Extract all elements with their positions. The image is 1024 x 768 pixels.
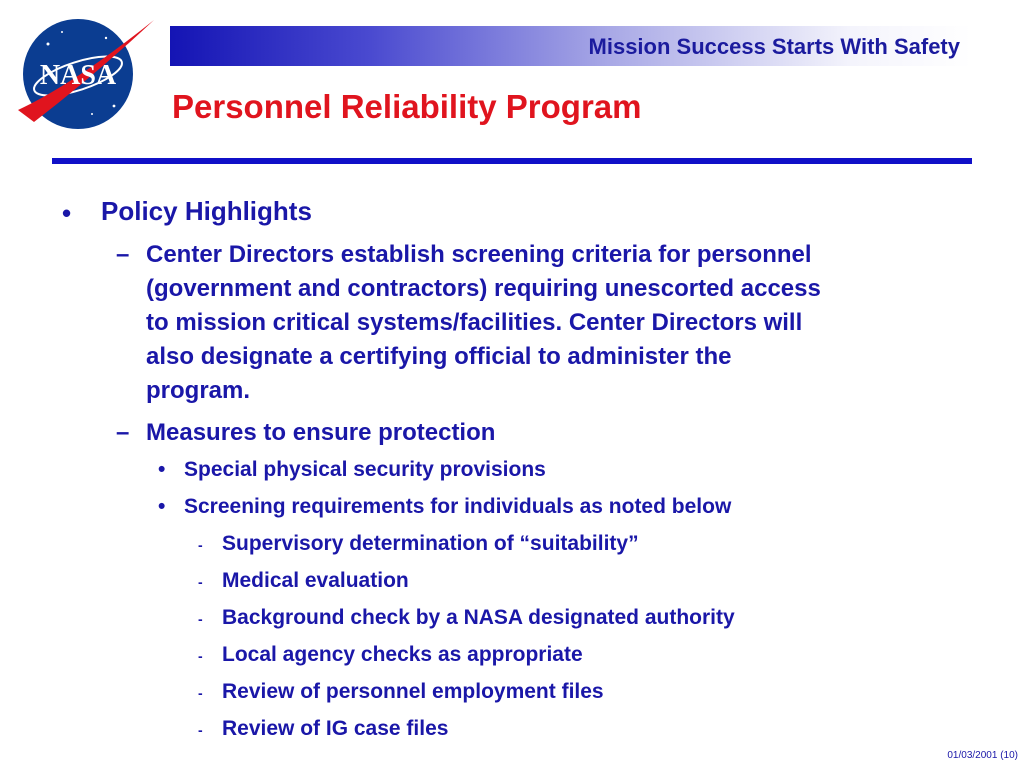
item-screening-criteria-line: also designate a certifying official to administer the	[146, 343, 732, 370]
heading-policy-highlights: Policy Highlights	[101, 196, 312, 226]
item-screening-criteria-line: to mission critical systems/facilities. Center Directors will	[146, 309, 803, 336]
hyphen-marker: -	[198, 537, 203, 553]
item-screening-criteria-line: Center Directors establish screening criteria for personnel	[146, 241, 812, 268]
hyphen-marker: -	[198, 685, 203, 701]
small-bullet: •	[158, 458, 166, 481]
bullet-dot: •	[62, 198, 72, 228]
dash-marker: –	[116, 241, 130, 268]
title-divider	[52, 158, 972, 164]
requirement-item: Background check by a NASA designated authority	[222, 606, 735, 629]
hyphen-marker: -	[198, 648, 203, 664]
subitem-physical-security: Special physical security provisions	[184, 458, 546, 481]
requirement-item: Review of IG case files	[222, 717, 449, 740]
requirement-item: Supervisory determination of “suitability”	[222, 532, 639, 555]
footer-date-page: 01/03/2001 (10)	[947, 750, 1018, 761]
hyphen-marker: -	[198, 722, 203, 738]
item-screening-criteria-line: program.	[146, 377, 251, 404]
slide-title: Personnel Reliability Program	[172, 88, 642, 125]
requirement-item: Medical evaluation	[222, 569, 409, 592]
item-measures: Measures to ensure protection	[146, 419, 496, 446]
requirement-item: Review of personnel employment files	[222, 680, 604, 703]
requirement-item: Local agency checks as appropriate	[222, 643, 583, 666]
subitem-screening-requirements: Screening requirements for individuals as noted below	[184, 495, 732, 518]
small-bullet: •	[158, 495, 166, 518]
dash-marker: –	[116, 419, 130, 446]
hyphen-marker: -	[198, 574, 203, 590]
nasa-logo	[14, 14, 160, 136]
hyphen-marker: -	[198, 611, 203, 627]
tagline: Mission Success Starts With Safety	[588, 34, 960, 59]
header-banner	[170, 26, 972, 66]
nasa-logo-text: NASA	[39, 60, 117, 91]
item-screening-criteria-line: (government and contractors) requiring unescorted access	[146, 275, 821, 302]
